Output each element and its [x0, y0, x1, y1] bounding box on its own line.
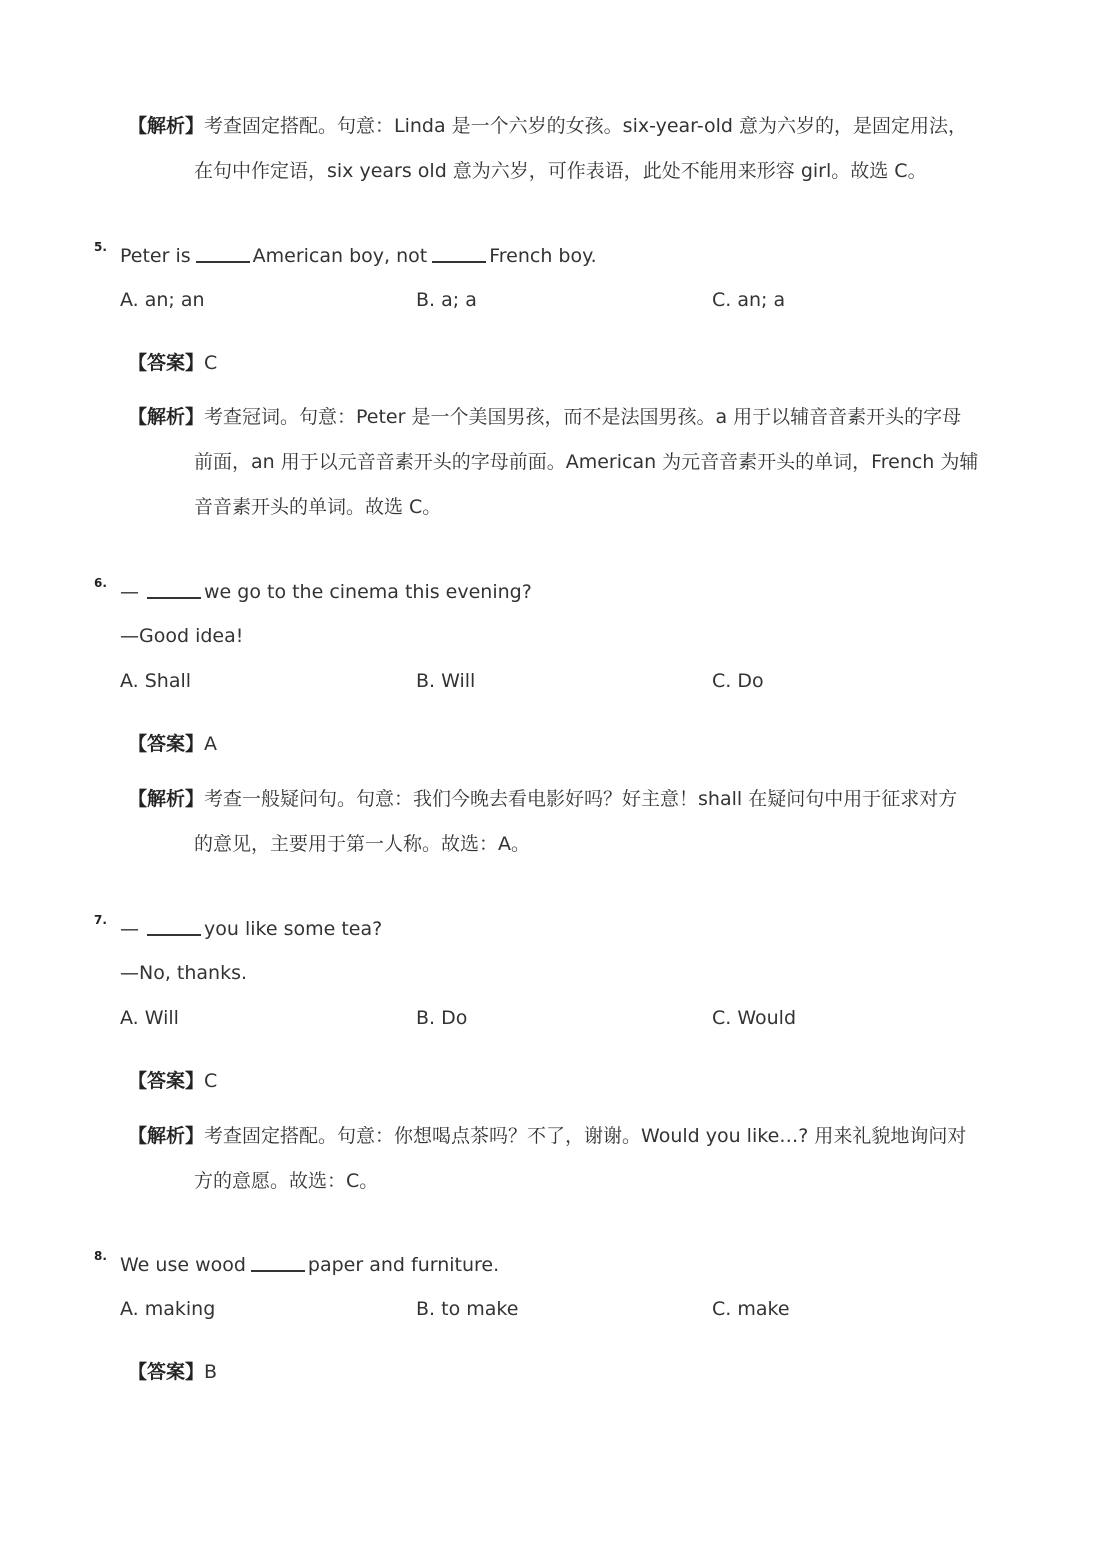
q8-number: 8.: [94, 1249, 107, 1263]
q8-blank: [251, 1252, 305, 1272]
q6-analysis-line1: [128, 787, 957, 811]
q5-analysis-text1: 考查冠词。句意：Peter 是一个美国男孩，而不是法国男孩。a 用于以辅音音素开头的字母: [204, 406, 962, 428]
q8-stem: [120, 1252, 499, 1277]
q6-option-b: B. Will: [416, 670, 476, 692]
q5-analysis-line3: 音音素开头的单词。故选 C。: [194, 496, 442, 518]
q5-blank-1: [196, 243, 250, 263]
q5-number: 5.: [94, 240, 107, 254]
q6-stem-rest: we go to the cinema this evening?: [204, 581, 532, 603]
q7-blank: [147, 916, 201, 936]
q8-option-c: C. make: [712, 1298, 790, 1320]
q4-analysis-line2: 在句中作定语，six years old 意为六岁，可作表语，此处不能用来形容 girl。故选 C。: [194, 160, 927, 182]
q5-stem-part2: American boy, not: [252, 245, 428, 267]
q7-answer-value: C: [204, 1070, 218, 1092]
q7-answer-tag: 【答案】: [128, 1070, 205, 1092]
q8-option-a: A. making: [120, 1298, 216, 1320]
q7-option-a: A. Will: [120, 1007, 179, 1029]
q7-analysis-line1: [128, 1124, 966, 1148]
q8-stem-part2: paper and furniture.: [307, 1254, 500, 1276]
q6-option-a: A. Shall: [120, 670, 192, 692]
q7-stem: [120, 916, 382, 941]
q5-stem-part1: Peter is: [120, 245, 191, 267]
q6-stem-dash: —: [120, 581, 139, 603]
q5-stem-part3: French boy.: [489, 245, 597, 267]
q8-option-b: B. to make: [416, 1298, 519, 1320]
q5-answer-value: C: [204, 352, 218, 374]
q7-analysis-text1: 考查固定搭配。句意：你想喝点茶吗？不了，谢谢。Would you like…? 用来礼貌地询问对: [204, 1125, 967, 1147]
q7-number: 7.: [94, 913, 107, 927]
q7-analysis-line2: 方的意愿。故选：C。: [194, 1170, 379, 1192]
q7-stem-rest: you like some tea?: [204, 918, 383, 940]
q7-option-c: C. Would: [712, 1007, 797, 1029]
q8-answer: [128, 1360, 217, 1384]
q5-stem: [120, 243, 597, 268]
q5-option-c: C. an; a: [712, 289, 786, 311]
q5-answer: [128, 351, 217, 375]
q6-answer: [128, 732, 217, 756]
q7-option-b: B. Do: [416, 1007, 468, 1029]
q8-stem-part1: We use wood: [120, 1254, 246, 1276]
q6-analysis-tag: 【解析】: [128, 788, 205, 810]
q5-answer-tag: 【答案】: [128, 352, 205, 374]
q6-reply: —Good idea!: [120, 625, 244, 647]
q5-option-b: B. a; a: [416, 289, 477, 311]
q7-reply: —No, thanks.: [120, 962, 248, 984]
q5-analysis-tag: 【解析】: [128, 406, 205, 428]
q6-blank: [147, 579, 201, 599]
q4-analysis-text1: 考查固定搭配。句意：Linda 是一个六岁的女孩。six-year-old 意为六岁的，是固定用法，: [204, 115, 967, 137]
q4-analysis-line1: [128, 114, 967, 138]
q6-analysis-line2: 的意见，主要用于第一人称。故选：A。: [194, 833, 530, 855]
q7-stem-dash: —: [120, 918, 139, 940]
q7-analysis-tag: 【解析】: [128, 1125, 205, 1147]
q6-answer-value: A: [204, 733, 218, 755]
q8-answer-value: B: [204, 1361, 218, 1383]
q6-option-c: C. Do: [712, 670, 764, 692]
q4-analysis-tag: 【解析】: [128, 115, 205, 137]
q6-answer-tag: 【答案】: [128, 733, 205, 755]
q6-number: 6.: [94, 576, 107, 590]
q6-stem: [120, 579, 532, 604]
q5-blank-2: [432, 243, 486, 263]
q8-answer-tag: 【答案】: [128, 1361, 205, 1383]
q5-analysis-line2: 前面，an 用于以元音音素开头的字母前面。American 为元音音素开头的单词，French 为辅: [194, 451, 979, 473]
q5-option-a: A. an; an: [120, 289, 205, 311]
q6-analysis-text1: 考查一般疑问句。句意：我们今晚去看电影好吗？好主意！shall 在疑问句中用于征求对方: [204, 788, 958, 810]
q5-analysis-line1: [128, 405, 961, 429]
q7-answer: [128, 1069, 217, 1093]
